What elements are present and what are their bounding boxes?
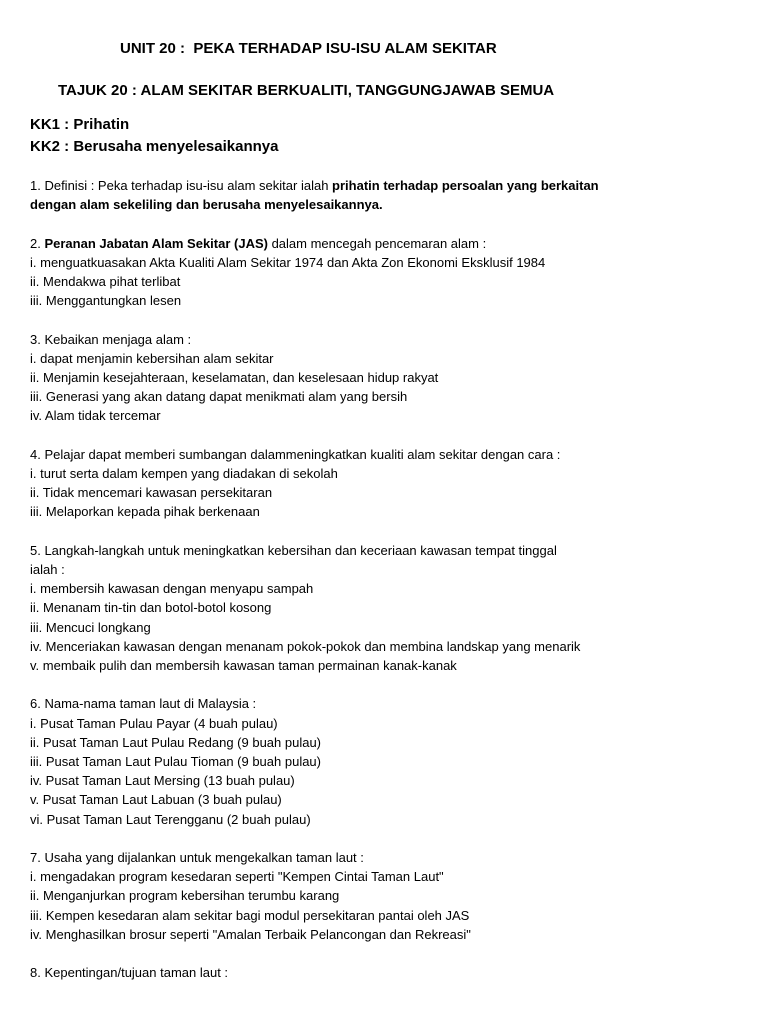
kk2-label: KK2 : Berusaha menyelesaikannya: [30, 138, 279, 155]
list-item: i. turut serta dalam kempen yang diadakan di sekolah: [30, 466, 338, 481]
list-item: iv. Menceriakan kawasan dengan menanam pokok-pokok dan membina landskap yang menarik: [30, 638, 581, 654]
list-item: i. membersih kawasan dengan menyapu sampah: [30, 581, 314, 597]
jas-rest: dalam mencegah pencemaran alam :: [267, 235, 487, 251]
section-definition: [30, 176, 750, 214]
jas-num: 2.: [30, 235, 45, 251]
contribution-heading: 4. Pelajar dapat memberi sumbangan dalammeningkatkan kualiti alam sekitar dengan cara :: [30, 446, 561, 462]
section-jas: [30, 234, 750, 311]
section-cleanliness-steps: [30, 541, 750, 675]
benefits-heading: 3. Kebaikan menjaga alam :: [30, 331, 192, 347]
definition-bold-1: prihatin terhadap persoalan yang berkaitan: [332, 178, 599, 193]
list-item: ii. Pusat Taman Laut Pulau Redang (9 buah pulau): [30, 734, 322, 750]
definition-line: [30, 176, 750, 195]
unit-title: UNIT 20 : PEKA TERHADAP ISU-ISU ALAM SEKITAR: [120, 40, 497, 57]
importance-heading: 8. Kepentingan/tujuan taman laut :: [30, 965, 229, 981]
list-item: ii. Mendakwa pihat terlibat: [30, 274, 181, 289]
document-body: [30, 176, 750, 1002]
topic-title: TAJUK 20 : ALAM SEKITAR BERKUALITI, TANGGUNGJAWAB SEMUA: [58, 82, 555, 99]
list-item: ii. Menjamin kesejahteraan, keselamatan, dan keselesaan hidup rakyat: [30, 370, 439, 385]
section-student-contribution: [30, 445, 750, 522]
section-marine-efforts: [30, 848, 750, 944]
list-item: ii. Menganjurkan program kebersihan terumbu karang: [30, 888, 340, 904]
list-item: v. Pusat Taman Laut Labuan (3 buah pulau): [30, 792, 282, 808]
list-item: i. menguatkuasakan Akta Kualiti Alam Sekitar 1974 dan Akta Zon Ekonomi Eksklusif 1984: [30, 254, 546, 270]
list-item: iii. Kempen kesedaran alam sekitar bagi modul persekitaran pantai oleh JAS: [30, 907, 470, 923]
list-item: ii. Tidak mencemari kawasan persekitaran: [30, 485, 273, 501]
section-benefits: [30, 330, 750, 426]
list-item: vi. Pusat Taman Laut Terengganu (2 buah pulau): [30, 811, 311, 827]
list-item: v. membaik pulih dan membersih kawasan taman permainan kanak-kanak: [30, 658, 457, 674]
list-item: iii. Menggantungkan lesen: [30, 293, 182, 309]
list-item: iv. Menghasilkan brosur seperti "Amalan Terbaik Pelancongan dan Rekreasi": [30, 926, 471, 942]
list-item: i. mengadakan program kesedaran seperti "Kempen Cintai Taman Laut": [30, 869, 444, 885]
list-item: iii. Pusat Taman Laut Pulau Tioman (9 buah pulau): [30, 754, 321, 770]
efforts-heading: 7. Usaha yang dijalankan untuk mengekalkan taman laut :: [30, 850, 364, 866]
jas-heading: [30, 234, 750, 253]
list-item: iv. Pusat Taman Laut Mersing (13 buah pulau): [30, 773, 295, 789]
marine-parks-heading: 6. Nama-nama taman laut di Malaysia :: [30, 696, 257, 712]
section-marine-parks: [30, 694, 750, 828]
steps-heading-2: ialah :: [30, 562, 65, 577]
kk1-label: KK1 : Prihatin: [30, 116, 130, 133]
list-item: i. Pusat Taman Pulau Payar (4 buah pulau): [30, 715, 278, 731]
list-item: i. dapat menjamin kebersihan alam sekitar: [30, 350, 274, 366]
definition-lead: 1. Definisi : Peka terhadap isu-isu alam sekitar ialah: [30, 178, 333, 193]
list-item: iii. Mencuci longkang: [30, 619, 151, 635]
list-item: iii. Melaporkan kepada pihak berkenaan: [30, 504, 260, 520]
jas-bold: Peranan Jabatan Alam Sekitar (JAS): [44, 235, 268, 251]
list-item: iii. Generasi yang akan datang dapat menikmati alam yang bersih: [30, 389, 408, 405]
list-item: iv. Alam tidak tercemar: [30, 408, 161, 424]
definition-bold-2: dengan alam sekeliling dan berusaha menyelesaikannya.: [30, 197, 383, 213]
section-marine-importance: [30, 963, 750, 982]
list-item: ii. Menanam tin-tin dan botol-botol kosong: [30, 600, 272, 616]
steps-heading-1: 5. Langkah-langkah untuk meningkatkan kebersihan dan keceriaan kawasan tempat tinggal: [30, 542, 557, 558]
